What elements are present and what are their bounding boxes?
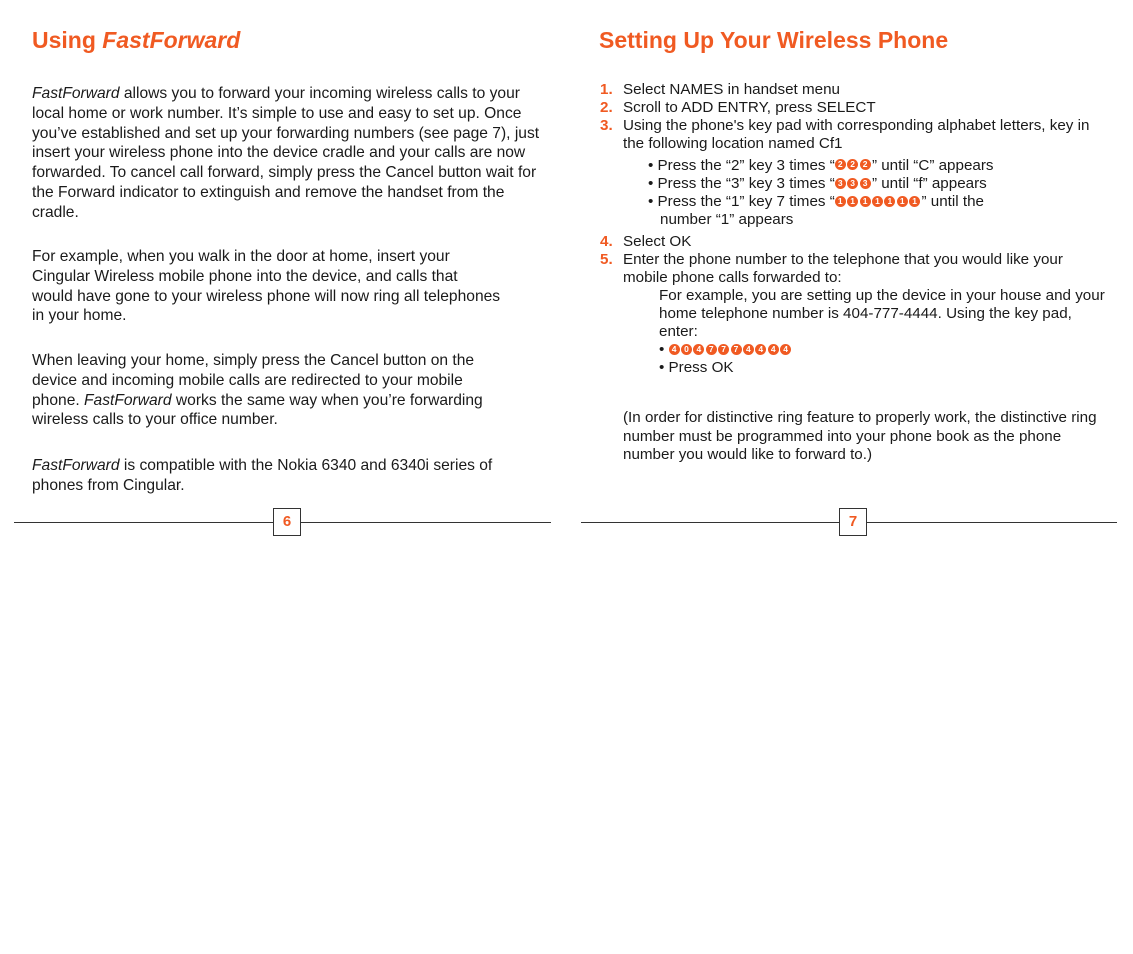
- list-item: [600, 233, 1110, 251]
- page-number-6: 6: [273, 508, 301, 536]
- key-4-icon: 4: [693, 344, 704, 355]
- key-sequence: [835, 193, 922, 211]
- step-text: Enter the phone number to the telephone that you would like your mobile phone calls forwarded to:: [623, 251, 1063, 287]
- press-ok-bullet: [600, 359, 1110, 377]
- key-2-icon: 2: [835, 159, 846, 170]
- sub-bullet-text: ” until “f” appears: [871, 175, 987, 193]
- step-text: Select OK: [623, 233, 692, 251]
- list-item: [600, 99, 1110, 117]
- key-sequence: [835, 157, 872, 175]
- key-1-icon: 1: [909, 196, 920, 207]
- sub-bullet-text: ” until “C” appears: [871, 157, 994, 175]
- sub-bullet: [600, 193, 1110, 211]
- footer-rule-right: [301, 522, 551, 523]
- sub-bullet-continuation: [600, 211, 1110, 229]
- bullet-text: • Press OK: [659, 359, 734, 377]
- key-1-icon: 1: [860, 196, 871, 207]
- sub-bullet: [600, 175, 1110, 193]
- key-4-icon: 4: [780, 344, 791, 355]
- page-number-7: 7: [839, 508, 867, 536]
- paragraph-text: works the same way when you’re forwarding wireless calls to your office number.: [32, 391, 483, 429]
- key-1-icon: 1: [835, 196, 846, 207]
- paragraph-leaving-home: [32, 351, 497, 430]
- left-page-title: [32, 27, 240, 54]
- distinctive-ring-note: (In order for distinctive ring feature to properly work, the distinctive ring number must be programmed into your phone book as the phone number you would like to forward to.): [623, 409, 1097, 464]
- sub-bullet-text: • Press the “1” key 7 times “: [648, 193, 835, 211]
- key-4-icon: 4: [768, 344, 779, 355]
- key-3-icon: 3: [847, 178, 858, 189]
- brand-italic: FastForward: [32, 85, 120, 102]
- sub-bullet-text: • Press the “3” key 3 times “: [648, 175, 835, 193]
- paragraph-compatibility: [32, 456, 522, 496]
- step-number: 2.: [600, 99, 613, 116]
- key-4-icon: 4: [743, 344, 754, 355]
- bullet: •: [659, 341, 665, 359]
- paragraph-text: allows you to forward your incoming wireless calls to your local home or work number. It’s simple to use and easy to set up. Once you’ve established and set up your forwarding numbers (see page 7), just insert your wireless phone into the device cradle and your calls are now forwarded. To cancel call forward, simply press the Cancel button wait for the Forward indicator to extinguish and remove the handset from the cradle.: [32, 85, 540, 221]
- paragraph-intro: [32, 84, 542, 223]
- list-item: [600, 117, 1110, 153]
- steps-list: [600, 81, 1110, 377]
- sub-bullet-text: • Press the “2” key 3 times “: [648, 157, 835, 175]
- title-plain: Using: [32, 27, 103, 53]
- footer-rule-left: [14, 522, 273, 523]
- key-3-icon: 3: [860, 178, 871, 189]
- key-sequence: [669, 341, 793, 359]
- key-4-icon: 4: [669, 344, 680, 355]
- step-number: 4.: [600, 233, 613, 251]
- example-keys-bullet: [600, 341, 1110, 359]
- step-text: Select NAMES in handset menu: [623, 81, 840, 98]
- footer-rule-left: [581, 522, 840, 523]
- key-2-icon: 2: [860, 159, 871, 170]
- paragraph-text: is compatible with the Nokia 6340 and 6340i series of phones from Cingular.: [32, 457, 493, 494]
- step-text: Scroll to ADD ENTRY, press SELECT: [623, 99, 876, 116]
- key-7-icon: 7: [718, 344, 729, 355]
- key-0-icon: 0: [681, 344, 692, 355]
- paragraph-example-home: [32, 247, 502, 326]
- key-1-icon: 1: [884, 196, 895, 207]
- step-text: Using the phone's key pad with corresponding alphabet letters, key in the following location named Cf1: [623, 117, 1090, 152]
- title-italic: FastForward: [102, 27, 241, 53]
- right-page: [566, 0, 1133, 560]
- key-3-icon: 3: [835, 178, 846, 189]
- sub-bullet-text: number “1” appears: [660, 211, 794, 229]
- step-number: 1.: [600, 81, 613, 98]
- example-text: [600, 287, 1110, 341]
- key-2-icon: 2: [847, 159, 858, 170]
- key-7-icon: 7: [706, 344, 717, 355]
- step-number: 5.: [600, 251, 613, 269]
- paragraph-text: For example, when you walk in the door at home, insert your Cingular Wireless mobile phone into the device, and calls that would have gone to your wireless phone will now ring all telephones in your home.: [32, 248, 501, 325]
- key-sequence: [835, 175, 872, 193]
- sub-bullet: [600, 157, 1110, 175]
- key-7-icon: 7: [731, 344, 742, 355]
- list-item: [600, 81, 1110, 99]
- key-1-icon: 1: [847, 196, 858, 207]
- paragraph-text: When leaving your home, simply press the Cancel button on the device and incoming mobile calls are redirected to your mobile phone.: [32, 352, 475, 409]
- step-number: 3.: [600, 117, 613, 134]
- example-paragraph: For example, you are setting up the device in your house and your home telephone number is 404-777-4444. Using the key pad, enter:: [659, 287, 1105, 341]
- brand-italic: FastForward: [32, 457, 120, 474]
- right-page-title: Setting Up Your Wireless Phone: [599, 27, 949, 53]
- left-page: [0, 0, 566, 560]
- footer-rule-right: [867, 522, 1117, 523]
- key-4-icon: 4: [755, 344, 766, 355]
- key-1-icon: 1: [872, 196, 883, 207]
- list-item: [600, 251, 1110, 287]
- sub-bullet-text: ” until the: [921, 193, 984, 211]
- key-1-icon: 1: [897, 196, 908, 207]
- brand-italic: FastForward: [84, 391, 172, 409]
